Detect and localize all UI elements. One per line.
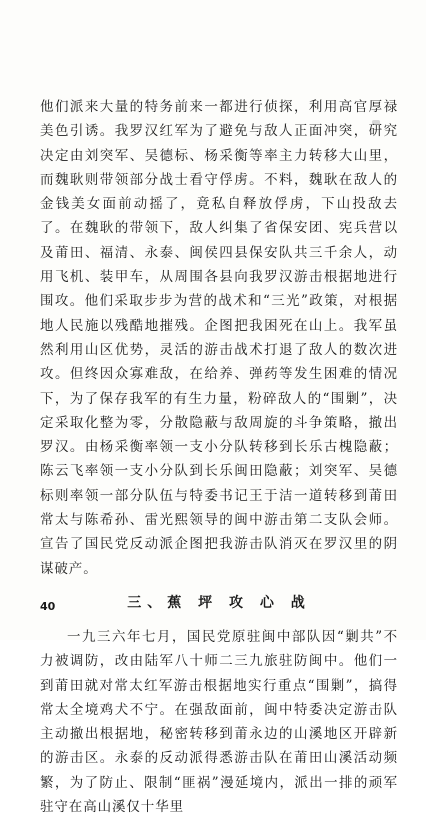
paragraph-continuation: 他们派来大量的特务前来一都进行侦探，利用高官厚禄美色引诱。我罗汉红军为了避免与敌人正面冲突，研究决定由刘突军、吴德标、杨采衡等率主力转移大山里，而魏耿则带领部分战士看守俘虏。不料，魏耿在敌人的金钱美女面前动摇了，竟私自释放俘虏，下山投敌去了。在魏耿的带领下，敌人纠集了省保安团、宪兵营以及莆田、福清、永泰、闽侯四县保安队共三千余人，动用飞机、装甲车，从周围各县向我罗汉游击根据地进行围攻。他们采取步步为营的战术和“三光”政策，对根据地人民施以残酷地摧残。企图把我困死在山上。我军虽然利用山区优势，灵活的游击战术打退了敌人的数次进攻。但终因众寡难敌，在给养、弹药等发生困难的情况下，为了保存我军的有生力量，粉碎敌人的“围剿”，决定采取化整为零，分散隐蔽与敌周旋的斗争策略，撤出罗汉。由杨采衡率领一支小分队转移到长乐古槐隐蔽；陈云飞率领一支小分队到长乐闽田隐蔽；刘突军、吴德标则率领一部分队伍与特委书记王于洁一道转移到莆田常太与陈希孙、雷光熙领导的闽中游击第二支队会师。宣告了国民党反动派企图把我游击队消灭在罗汉里的阴谋破产。	[40, 99, 398, 577]
body-text	[40, 95, 398, 819]
page-number: 40	[40, 600, 56, 613]
paragraph-section-start: 一九三六年七月，国民党原驻闽中部队因“剿共”不力被调防，改由陆军八十师二三九旅驻防闽中。他们一到莆田就对常太红军游击根据地实行重点“围剿”，搞得常太全境鸡犬不宁。在强敌面前，闽中特委决定游击队主动撤出根据地，秘密转移到莆永边的山溪地区开辟新的游击区。永泰的反动派得悉游击队在莆田山溪活动频繁，为了防止、限制“匪祸”漫延境内，派出一排的顽军驻守在高山溪仅十华里	[40, 628, 398, 816]
section-heading: 三、蕉 坪 攻 心 战	[127, 594, 311, 611]
